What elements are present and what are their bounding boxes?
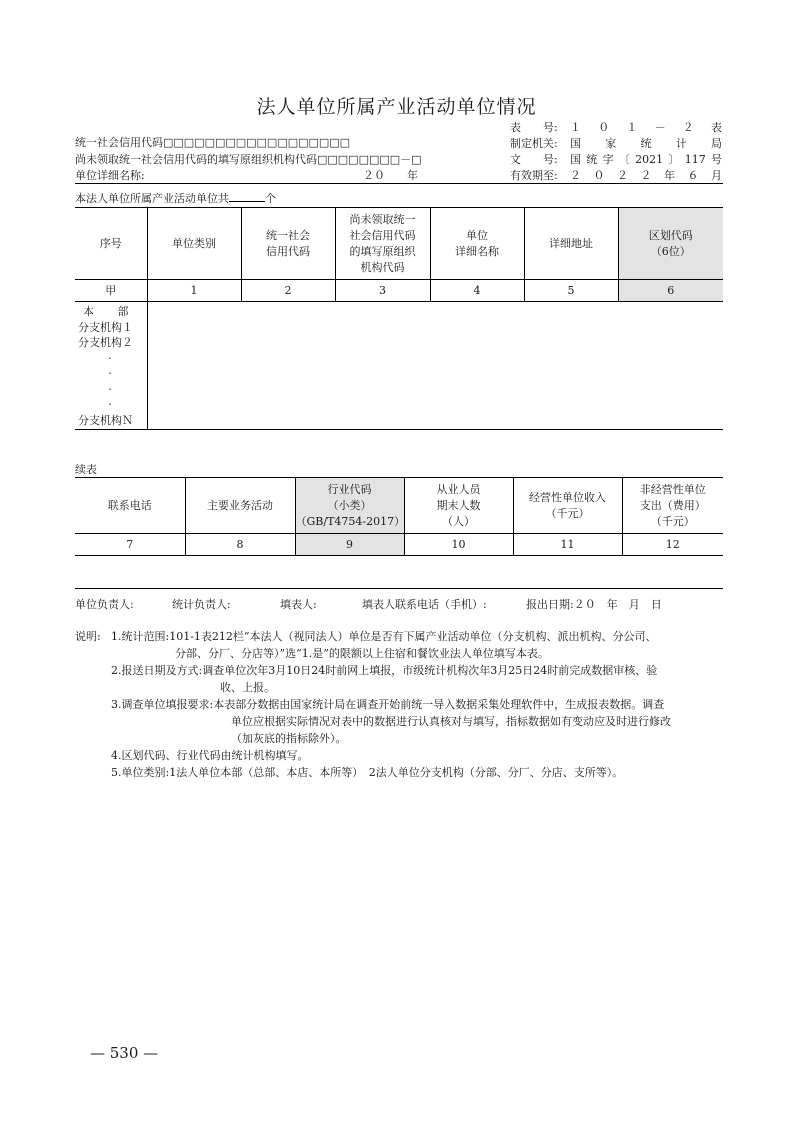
header-rule xyxy=(75,183,723,184)
issuer-value: 国家统计局 xyxy=(570,137,722,150)
doc-no-value: 国统字〔2021〕117号 xyxy=(570,153,722,166)
col-header-industry-code xyxy=(295,478,404,534)
code-cell: 6 xyxy=(618,280,723,302)
code-cell: 7 xyxy=(75,534,185,556)
valid-value: ２０２２年６月 xyxy=(570,169,722,182)
table2-blank-row xyxy=(75,556,723,589)
col-header-expense xyxy=(622,478,723,534)
table1-code-row xyxy=(75,280,723,302)
note-label: 报送日期及方式: xyxy=(121,664,203,677)
note-item-2 xyxy=(111,662,657,679)
code-cell: 8 xyxy=(185,534,295,556)
note-item-3-cont: 单位应根据实际情况对表中的数据进行认真核对与填写，指标数据如有变动应及时进行修改 xyxy=(231,715,671,728)
note-text: 本表部分数据由国家统计局在调查开始前统一导入数据采集处理软件中，生成报表数据。调查 xyxy=(213,698,665,711)
code-cell: 11 xyxy=(513,534,622,556)
note-number: 5. xyxy=(111,766,122,779)
branch-ellipsis-dot: · xyxy=(108,398,112,411)
page-number: — 530 — xyxy=(90,1044,159,1062)
notes-lead: 说明: xyxy=(75,630,101,643)
note-number: 1. xyxy=(111,630,122,643)
form-no-label: 表 号: xyxy=(510,121,558,134)
table1-body-row xyxy=(75,302,723,430)
code-cell: 9 xyxy=(295,534,404,556)
continued-table xyxy=(75,477,723,589)
continued-label: 续表 xyxy=(75,463,97,476)
note-item-3 xyxy=(111,696,664,713)
blank-fill-area[interactable] xyxy=(147,302,723,430)
col-header-main-activity xyxy=(185,478,295,534)
note-text: 调查单位次年3月10日24时前网上填报，市级统计机构次年3月25日24时前完成数据审核、验 xyxy=(202,664,658,677)
col-header-address xyxy=(524,208,618,280)
col-header-text: 单位类别 xyxy=(172,236,216,250)
col-header-text: 从业人员 期末人数 （人） xyxy=(436,482,481,528)
code-cell: 3 xyxy=(335,280,430,302)
col-header-text: 非经营性单位 支出（费用） （千元） xyxy=(639,482,706,528)
col-header-text: 主要业务活动 xyxy=(207,498,273,512)
col-header-phone xyxy=(75,478,185,534)
col-header-unit-name xyxy=(430,208,524,280)
col-header-text: 统一社会 信用代码 xyxy=(266,228,310,258)
branch-row-n: 分支机构Ｎ xyxy=(78,413,133,427)
note-item-1 xyxy=(111,628,657,645)
col-header-region-code xyxy=(618,208,723,280)
table2-header-row xyxy=(75,478,723,534)
note-item-1-cont: 分部、分厂、分店等）”选“1.是”的限额以上住宿和餐饮业法人单位填写本表。 xyxy=(175,647,549,660)
branch-ellipsis-dot: · xyxy=(108,351,112,365)
col-header-text: 区划代码 （6位） xyxy=(648,228,693,258)
table2-code-row xyxy=(75,534,723,556)
year-text: ２０ 年 xyxy=(363,169,418,182)
unit-head-label: 单位负责人: xyxy=(75,598,134,611)
count-blank[interactable] xyxy=(229,191,265,202)
count-line: 本法人单位所属产业活动单位共 个 xyxy=(75,192,276,205)
code-cell: 2 xyxy=(241,280,335,302)
branch-ellipsis-dot: · xyxy=(108,382,112,396)
note-label: 调查单位填报要求: xyxy=(121,698,214,711)
note-text: 101-1表212栏“本法人（视同法人）单位是否有下属产业活动单位（分支机构、派出机构、分公司、 xyxy=(169,630,657,643)
org-code-label: 尚未领取统一社会信用代码的填写原组织机构代码□□□□□□□□－□ xyxy=(75,153,422,166)
filler-phone-label: 填表人联系电话（手机）: xyxy=(362,598,487,611)
filler-label: 填表人: xyxy=(280,598,317,611)
branch-list-cell xyxy=(75,302,147,430)
col-header-employees xyxy=(404,478,513,534)
col-header-seq xyxy=(75,208,147,280)
note-item-5 xyxy=(111,764,623,781)
branch-row-hq: 本 部 xyxy=(83,305,129,318)
blank-fill-area[interactable] xyxy=(75,556,723,589)
col-header-text: 行业代码 （小类） （GB/T4754-2017） xyxy=(295,482,406,528)
code-cell: 12 xyxy=(622,534,723,556)
col-header-org-code xyxy=(335,208,430,280)
note-item-2-cont: 收、上报。 xyxy=(220,681,275,694)
credit-code-label: 统一社会信用代码□□□□□□□□□□□□□□□□□□ xyxy=(75,136,351,149)
issuer-label: 制定机关: xyxy=(510,137,558,150)
note-number: 3. xyxy=(111,698,122,711)
col-header-unit-type xyxy=(147,208,241,280)
note-text: 区划代码、行业代码由统计机构填写。 xyxy=(121,749,309,762)
code-cell: 1 xyxy=(147,280,241,302)
code-cell: 4 xyxy=(430,280,524,302)
note-number: 4. xyxy=(111,749,122,762)
form-no-value: １０１－２表 xyxy=(570,121,722,134)
col-header-text: 单位 详细名称 xyxy=(455,228,499,258)
code-cell: 10 xyxy=(404,534,513,556)
note-number: 2. xyxy=(111,664,122,677)
col-header-text: 详细地址 xyxy=(549,236,593,250)
table1-header-row xyxy=(75,208,723,280)
note-label: 统计范围: xyxy=(121,630,170,643)
branch-row-1: 分支机构１ xyxy=(78,320,133,334)
units-table xyxy=(75,207,723,430)
page-title: 法人单位所属产业活动单位情况 xyxy=(256,96,537,118)
col-header-text: 经营性单位收入 （千元） xyxy=(529,490,606,520)
valid-label: 有效期至: xyxy=(510,169,558,182)
col-header-credit-code xyxy=(241,208,335,280)
doc-no-label: 文 号: xyxy=(510,153,558,166)
col-header-text: 序号 xyxy=(99,236,122,250)
code-cell: 甲 xyxy=(75,280,147,302)
col-header-text: 尚未领取统一 社会信用代码 的填写原组织 机构代码 xyxy=(349,212,416,274)
col-header-revenue xyxy=(513,478,622,534)
note-item-3-cont: （加灰底的指标除外）。 xyxy=(231,732,347,745)
note-item-4 xyxy=(111,747,309,764)
code-cell: 5 xyxy=(524,280,618,302)
stat-head-label: 统计负责人: xyxy=(172,598,231,611)
note-text: 单位类别:1法人单位本部（总部、本店、本所等） 2法人单位分支机构（分部、分厂、分店、支所等）。 xyxy=(121,766,624,779)
report-date-label: 报出日期:２０ 年 月 日 xyxy=(526,598,662,611)
branch-row-2: 分支机构２ xyxy=(78,336,133,349)
unit-name-label: 单位详细名称: xyxy=(75,169,145,182)
col-header-text: 联系电话 xyxy=(107,498,152,512)
branch-ellipsis-dot: · xyxy=(108,367,112,380)
